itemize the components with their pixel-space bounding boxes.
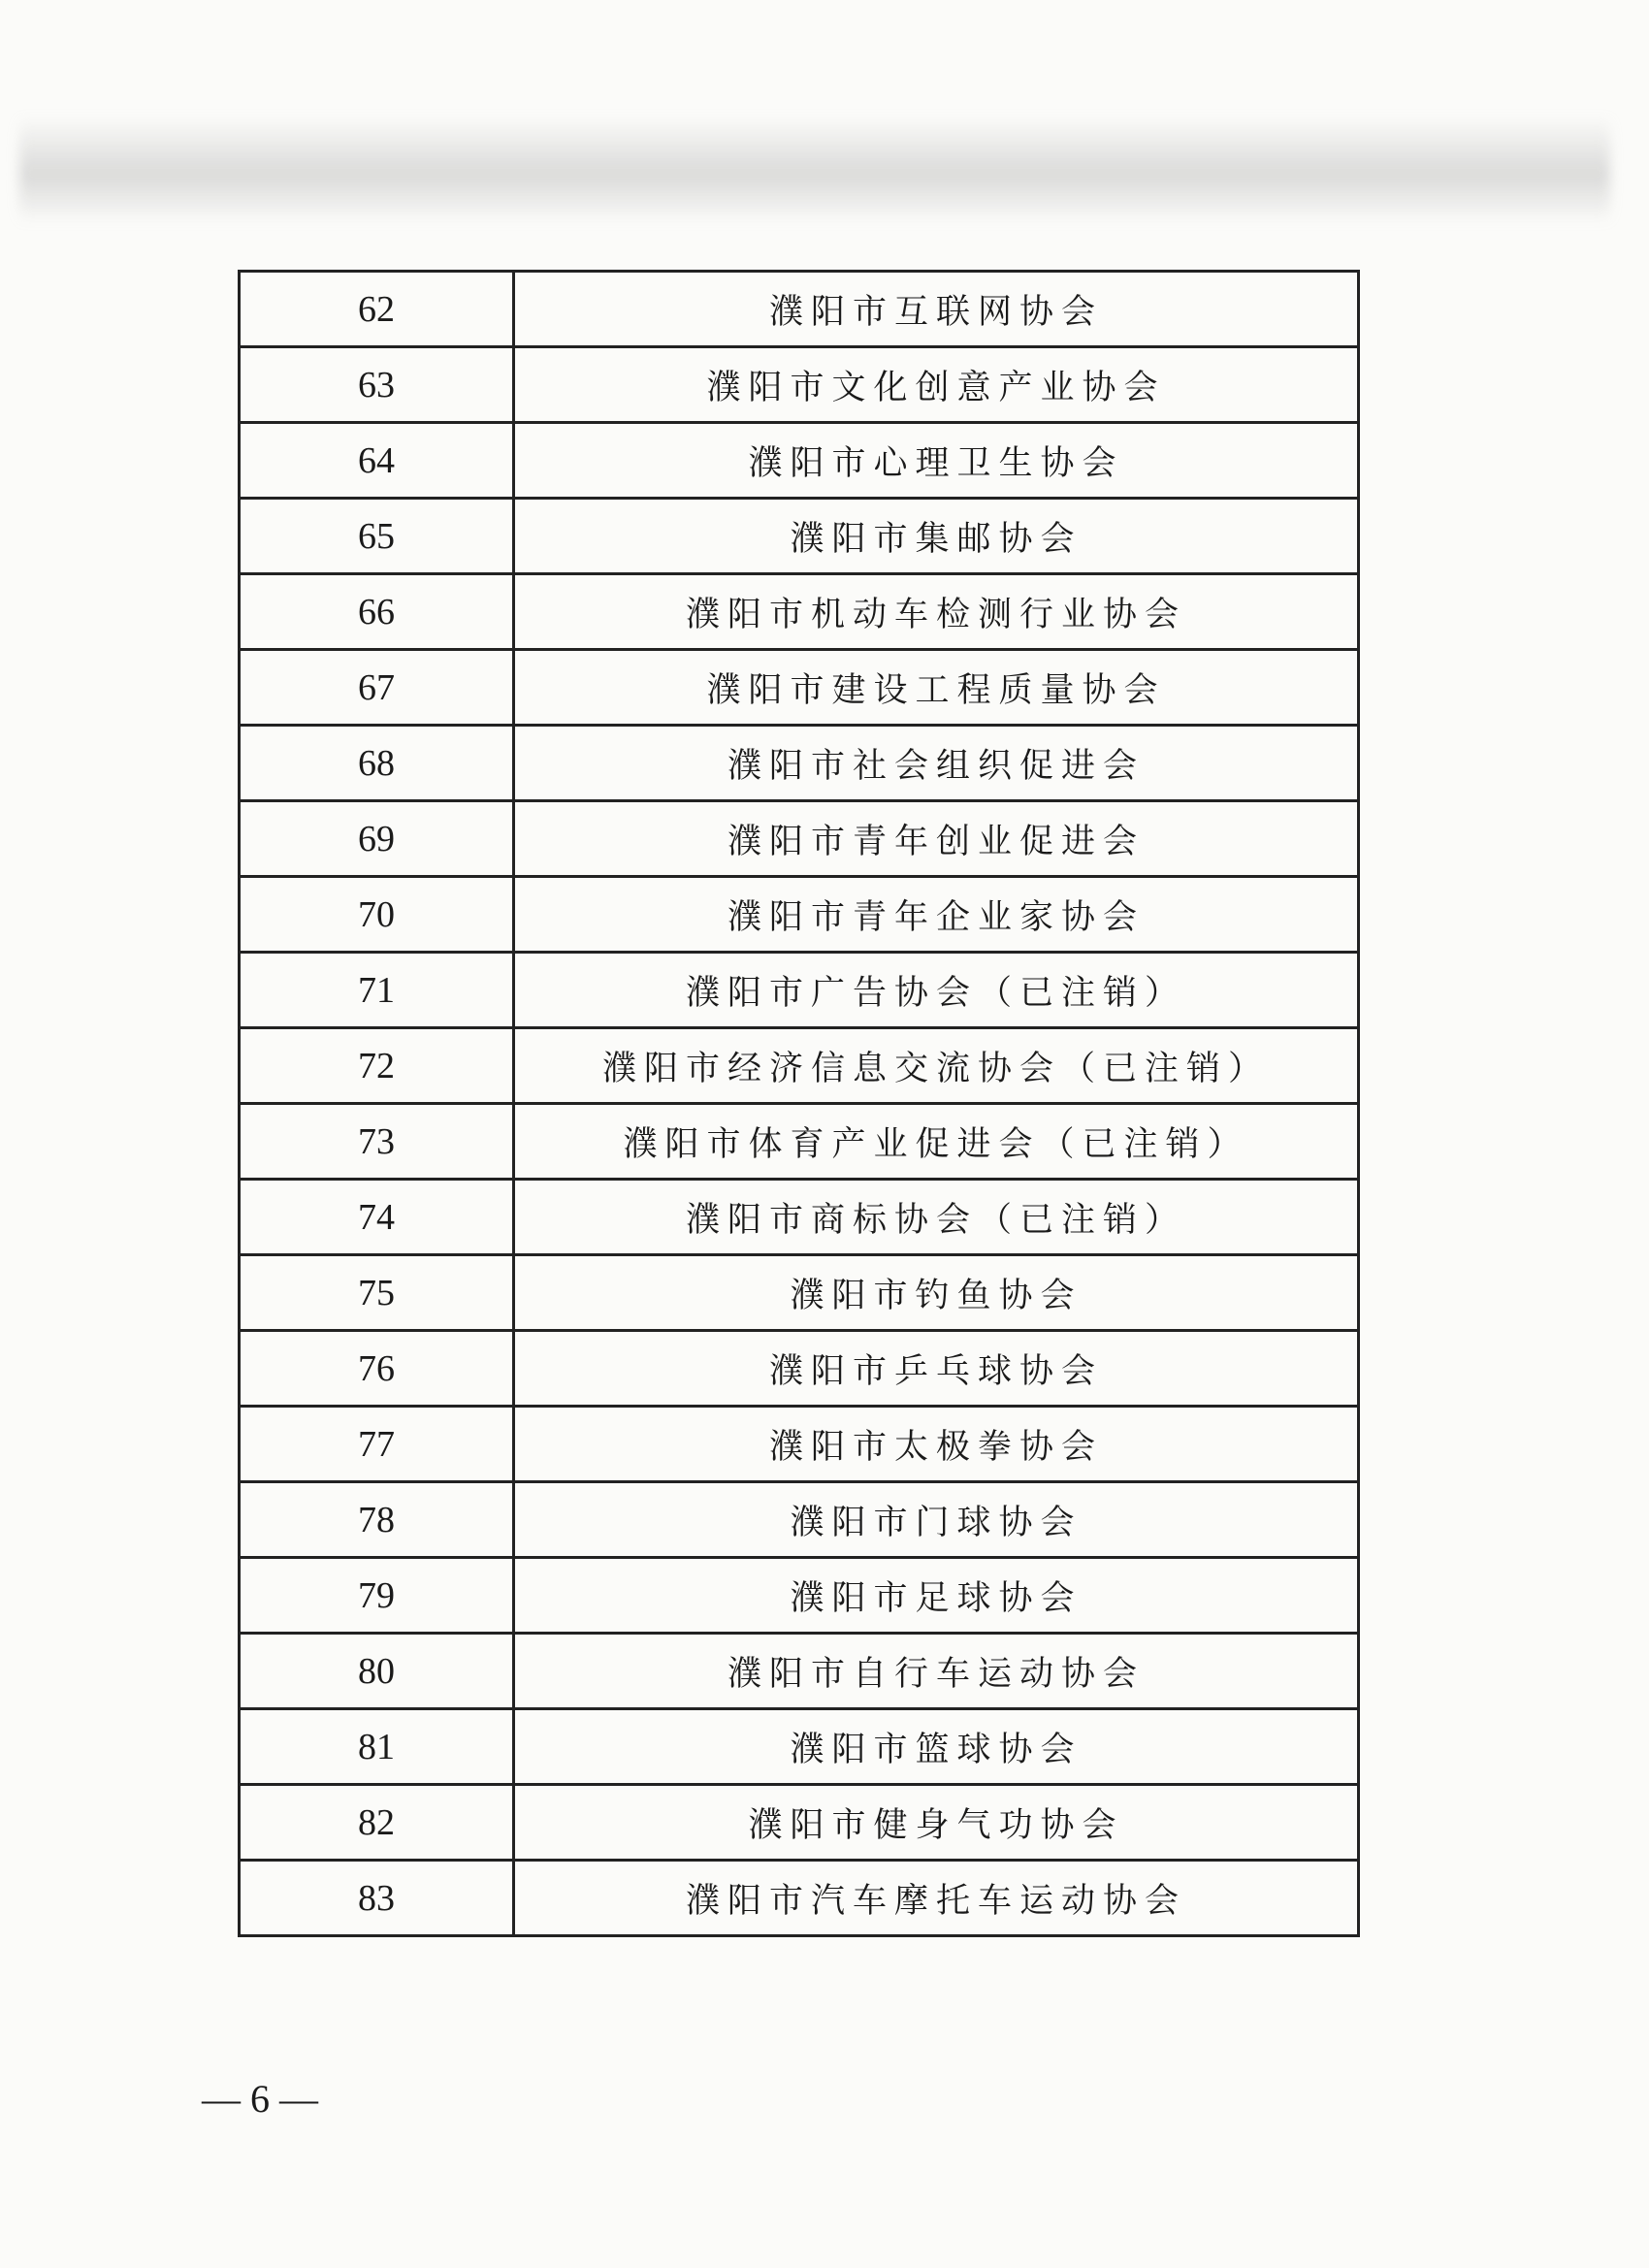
row-number: 80 xyxy=(240,1634,514,1709)
table-row xyxy=(240,1558,1359,1634)
table-row xyxy=(240,1255,1359,1331)
organization-name: 濮阳市文化创意产业协会 xyxy=(514,347,1359,423)
row-number: 69 xyxy=(240,801,514,877)
row-number: 64 xyxy=(240,423,514,499)
row-number: 65 xyxy=(240,499,514,574)
organization-name: 濮阳市互联网协会 xyxy=(514,272,1359,347)
table-row xyxy=(240,423,1359,499)
table-row xyxy=(240,347,1359,423)
row-number: 73 xyxy=(240,1104,514,1180)
table-row xyxy=(240,1407,1359,1482)
organization-name: 濮阳市篮球协会 xyxy=(514,1709,1359,1785)
row-number: 66 xyxy=(240,574,514,650)
table-row xyxy=(240,1104,1359,1180)
row-number: 70 xyxy=(240,877,514,953)
row-number: 82 xyxy=(240,1785,514,1861)
table-row xyxy=(240,877,1359,953)
table-row xyxy=(240,1028,1359,1104)
row-number: 75 xyxy=(240,1255,514,1331)
organization-name: 濮阳市门球协会 xyxy=(514,1482,1359,1558)
row-number: 76 xyxy=(240,1331,514,1407)
organization-name: 濮阳市钓鱼协会 xyxy=(514,1255,1359,1331)
page-number: — 6 — xyxy=(202,2077,318,2121)
organization-name: 濮阳市社会组织促进会 xyxy=(514,726,1359,801)
row-number: 68 xyxy=(240,726,514,801)
organization-table xyxy=(238,270,1360,1937)
table-row xyxy=(240,801,1359,877)
table-row xyxy=(240,1785,1359,1861)
organization-name: 濮阳市足球协会 xyxy=(514,1558,1359,1634)
scan-artifact-band xyxy=(19,116,1610,223)
row-number: 62 xyxy=(240,272,514,347)
organization-name: 濮阳市体育产业促进会（已注销） xyxy=(514,1104,1359,1180)
organization-name: 濮阳市健身气功协会 xyxy=(514,1785,1359,1861)
row-number: 78 xyxy=(240,1482,514,1558)
table-row xyxy=(240,1861,1359,1936)
organization-name: 濮阳市太极拳协会 xyxy=(514,1407,1359,1482)
table-row xyxy=(240,1331,1359,1407)
table-row xyxy=(240,1634,1359,1709)
organization-name: 濮阳市心理卫生协会 xyxy=(514,423,1359,499)
row-number: 63 xyxy=(240,347,514,423)
table-row xyxy=(240,1709,1359,1785)
row-number: 74 xyxy=(240,1180,514,1255)
row-number: 81 xyxy=(240,1709,514,1785)
table-row xyxy=(240,499,1359,574)
table-row xyxy=(240,1180,1359,1255)
organization-name: 濮阳市建设工程质量协会 xyxy=(514,650,1359,726)
organization-name: 濮阳市青年创业促进会 xyxy=(514,801,1359,877)
organization-name: 濮阳市自行车运动协会 xyxy=(514,1634,1359,1709)
organization-name: 濮阳市广告协会（已注销） xyxy=(514,953,1359,1028)
table-row xyxy=(240,272,1359,347)
organization-name: 濮阳市机动车检测行业协会 xyxy=(514,574,1359,650)
row-number: 79 xyxy=(240,1558,514,1634)
organization-list-table xyxy=(238,270,1360,1937)
row-number: 77 xyxy=(240,1407,514,1482)
row-number: 67 xyxy=(240,650,514,726)
row-number: 83 xyxy=(240,1861,514,1936)
table-row xyxy=(240,650,1359,726)
organization-name: 濮阳市经济信息交流协会（已注销） xyxy=(514,1028,1359,1104)
organization-name: 濮阳市汽车摩托车运动协会 xyxy=(514,1861,1359,1936)
organization-name: 濮阳市商标协会（已注销） xyxy=(514,1180,1359,1255)
row-number: 71 xyxy=(240,953,514,1028)
table-row xyxy=(240,953,1359,1028)
organization-name: 濮阳市集邮协会 xyxy=(514,499,1359,574)
row-number: 72 xyxy=(240,1028,514,1104)
table-row xyxy=(240,1482,1359,1558)
table-row xyxy=(240,574,1359,650)
organization-name: 濮阳市青年企业家协会 xyxy=(514,877,1359,953)
table-body xyxy=(240,272,1359,1936)
organization-name: 濮阳市乒乓球协会 xyxy=(514,1331,1359,1407)
table-row xyxy=(240,726,1359,801)
